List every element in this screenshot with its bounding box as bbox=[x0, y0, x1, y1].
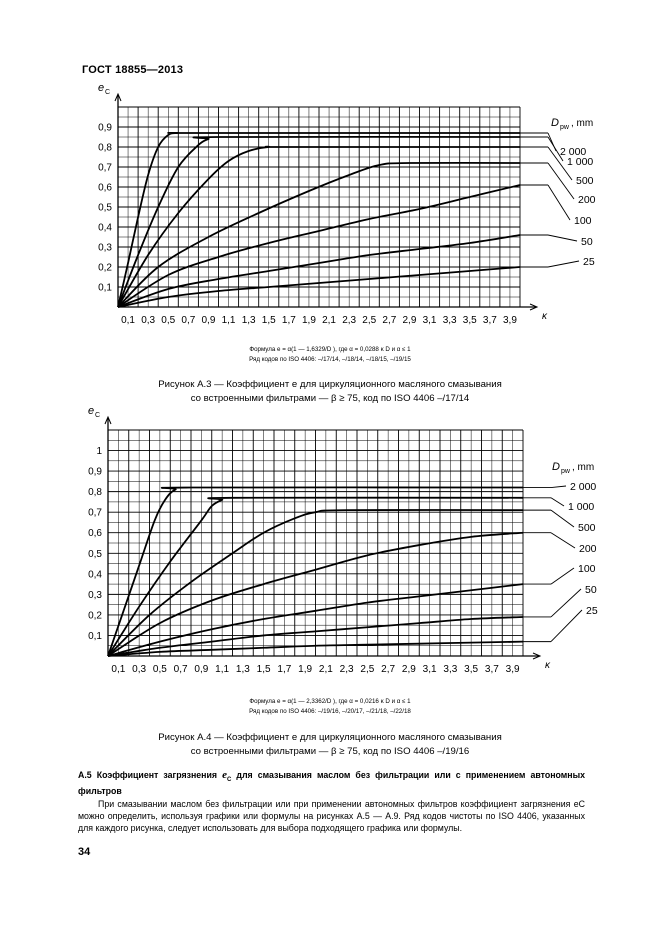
a3-xtick-label: 2,1 bbox=[322, 315, 337, 326]
a4-xtick-label: 2,5 bbox=[360, 664, 375, 675]
a3-curve-label: 2 000 bbox=[560, 146, 587, 158]
a4-xtick-label: 3,5 bbox=[464, 664, 479, 675]
a3-curve-label: 200 bbox=[578, 194, 596, 206]
a4-curve-label: 25 bbox=[586, 605, 598, 617]
document-header: ГОСТ 18855—2013 bbox=[82, 64, 184, 76]
a3-ytick-label: 0,1 bbox=[98, 282, 112, 294]
a3-ytick-label: 0,4 bbox=[98, 222, 112, 234]
figure-a3-formula-line2: Ряд кодов по ISO 4406: –/17/14, –/18/14, –/18/15, –/19/15 bbox=[249, 356, 411, 363]
a4-xtick-label: 1,3 bbox=[235, 664, 250, 675]
a3-xtick-label: 2,5 bbox=[362, 315, 377, 326]
a4-ytick-label: 0,9 bbox=[88, 466, 102, 478]
a4-ylabel: e bbox=[88, 405, 95, 417]
a4-curve-label: 50 bbox=[585, 584, 597, 596]
section-title-symbol-sub: C bbox=[226, 776, 232, 783]
a4-legend-title-sub: pw bbox=[561, 468, 570, 475]
a4-xtick-label: 3,7 bbox=[484, 664, 499, 675]
a3-legend-title-sub: pw bbox=[560, 124, 569, 131]
page-number: 34 bbox=[78, 846, 91, 858]
a4-curve-label: 100 bbox=[578, 563, 596, 575]
a3-xtick-label: 2,9 bbox=[402, 315, 417, 326]
a4-leader bbox=[551, 533, 575, 548]
a4-xtick-label: 2,3 bbox=[339, 664, 354, 675]
section-title bbox=[78, 770, 585, 797]
a3-xtick-label: 0,7 bbox=[181, 315, 196, 326]
section-title-suffix: для смазывания маслом без фильтрации или с применением автономных фильтров bbox=[78, 770, 585, 796]
a4-ytick-label: 0,1 bbox=[88, 630, 102, 642]
a3-legend-unit: , mm bbox=[571, 118, 594, 129]
a3-ylabel: e bbox=[98, 82, 105, 94]
a4-xtick-label: 1,5 bbox=[256, 664, 271, 675]
a3-xtick-label: 1,3 bbox=[241, 315, 256, 326]
a3-ytick-label: 0,7 bbox=[98, 162, 112, 174]
figure-a4-caption bbox=[50, 731, 610, 759]
figure-a3-caption bbox=[50, 378, 610, 406]
a3-xtick-label: 3,9 bbox=[502, 315, 517, 326]
figure-a4-formula bbox=[70, 697, 590, 717]
a4-legend-title: D bbox=[552, 461, 560, 473]
figure-a4-formula-line2: Ряд кодов по ISO 4406: –/19/16, –/20/17, –/21/18, –/22/18 bbox=[249, 708, 411, 715]
a3-xtick-label: 3,7 bbox=[482, 315, 497, 326]
a4-xtick-label: 0,3 bbox=[132, 664, 147, 675]
a3-curve-label: 50 bbox=[581, 236, 593, 248]
a4-ytick-label: 0,4 bbox=[88, 569, 102, 581]
a4-xtick-label: 3,9 bbox=[505, 664, 520, 675]
section-title-prefix: А.5 Коэффициент загрязнения bbox=[78, 770, 223, 780]
a4-ylabel-sub: C bbox=[95, 412, 101, 419]
a3-xtick-label: 0,5 bbox=[161, 315, 176, 326]
a4-leader bbox=[551, 498, 564, 506]
a3-xtick-label: 0,1 bbox=[121, 315, 136, 326]
figure-a3-formula bbox=[70, 345, 590, 365]
a3-ylabel-sub: C bbox=[105, 89, 111, 96]
figure-a3-formula-line1: Формула e = α(1 — 1,6329/D ), где α = 0,0288 κ D и α ≤ 1 bbox=[249, 346, 411, 353]
a4-curve-label: 200 bbox=[579, 543, 597, 555]
a3-xtick-label: 1,9 bbox=[301, 315, 316, 326]
a3-ytick-label: 0,2 bbox=[98, 262, 112, 274]
a3-curve-label: 100 bbox=[574, 215, 592, 227]
a3-ytick-label: 0,5 bbox=[98, 202, 112, 214]
a4-curve-label: 2 000 bbox=[570, 481, 597, 493]
a3-xtick-label: 3,3 bbox=[442, 315, 457, 326]
section-paragraph: При смазывании маслом без фильтрации или при применении автономных фильтров коэффициент загрязнения eC можно определить, используя графики или формулы на рисунках А.5 — А.9. Ряд кодов чистоты по ISO 4406, указанных для каждого рисунка, следует использовать для выбора подходящего графика или формулы. bbox=[78, 799, 585, 833]
a4-ytick-label: 0,8 bbox=[88, 487, 102, 499]
a3-xtick-label: 2,7 bbox=[382, 315, 397, 326]
a3-xtick-label: 0,9 bbox=[201, 315, 216, 326]
figure-a3-caption-line1: Рисунок А.3 — Коэффициент e для циркуляционного масляного смазывания bbox=[158, 379, 502, 390]
a4-xlabel: κ bbox=[545, 660, 550, 671]
a4-legend-unit: , mm bbox=[572, 462, 595, 473]
a3-xtick-label: 2,3 bbox=[342, 315, 357, 326]
figure-a3-caption-line2: со встроенными фильтрами — β ≥ 75, код по ISO 4406 –/17/14 bbox=[190, 393, 470, 404]
a4-leader bbox=[551, 486, 566, 488]
a3-curve-label: 1 000 bbox=[567, 156, 594, 168]
a4-xtick-label: 3,1 bbox=[422, 664, 437, 675]
a3-curve-label: 500 bbox=[576, 175, 594, 187]
a4-ytick-label: 0,2 bbox=[88, 610, 102, 622]
a4-xtick-label: 2,1 bbox=[318, 664, 333, 675]
a4-ytick-label: 0,7 bbox=[88, 507, 102, 519]
a4-xtick-label: 1,9 bbox=[298, 664, 313, 675]
a3-xtick-label: 3,1 bbox=[422, 315, 437, 326]
a4-ytick-label: 0,5 bbox=[88, 548, 102, 560]
a4-curve-label: 500 bbox=[578, 522, 596, 534]
a4-xtick-label: 2,9 bbox=[401, 664, 416, 675]
a4-xtick-label: 1,1 bbox=[215, 664, 230, 675]
a3-xtick-label: 1,7 bbox=[281, 315, 296, 326]
a3-xtick-label: 1,1 bbox=[221, 315, 236, 326]
a4-xtick-label: 1,7 bbox=[277, 664, 292, 675]
section-title-symbol: e bbox=[222, 769, 227, 781]
a3-xtick-label: 1,5 bbox=[261, 315, 276, 326]
a3-xtick-label: 3,5 bbox=[462, 315, 477, 326]
a4-ytick-label: 0,6 bbox=[88, 528, 102, 540]
a3-curve-label: 25 bbox=[583, 256, 595, 268]
a3-xtick-label: 0,3 bbox=[141, 315, 156, 326]
a3-ytick-label: 0,8 bbox=[98, 142, 112, 154]
a4-ytick-label: 1 bbox=[96, 446, 102, 458]
figure-a4-caption-line2: со встроенными фильтрами — β ≥ 75, код по ISO 4406 –/19/16 bbox=[190, 746, 470, 757]
a4-xtick-label: 0,9 bbox=[194, 664, 209, 675]
figure-a4-formula-line1: Формула e = α(1 — 2,3362/D ), где α = 0,0216 κ D и α ≤ 1 bbox=[249, 698, 411, 705]
a4-leader bbox=[551, 610, 582, 642]
a4-leader bbox=[551, 589, 581, 617]
a3-ytick-label: 0,6 bbox=[98, 182, 112, 194]
a4-xtick-label: 0,7 bbox=[173, 664, 188, 675]
a4-xtick-label: 2,7 bbox=[381, 664, 396, 675]
a3-ytick-label: 0,3 bbox=[98, 242, 112, 254]
a4-leader bbox=[551, 568, 574, 584]
a3-ytick-label: 0,9 bbox=[98, 122, 112, 134]
a4-xtick-label: 3,3 bbox=[443, 664, 458, 675]
a4-curve-label: 1 000 bbox=[568, 501, 595, 513]
a4-ytick-label: 0,3 bbox=[88, 589, 102, 601]
a3-xlabel: κ bbox=[542, 311, 547, 322]
a3-legend-title: D bbox=[551, 117, 559, 129]
a4-xtick-label: 0,1 bbox=[111, 664, 126, 675]
figure-a4-caption-line1: Рисунок А.4 — Коэффициент e для циркуляционного масляного смазывания bbox=[158, 732, 502, 743]
a4-xtick-label: 0,5 bbox=[152, 664, 167, 675]
